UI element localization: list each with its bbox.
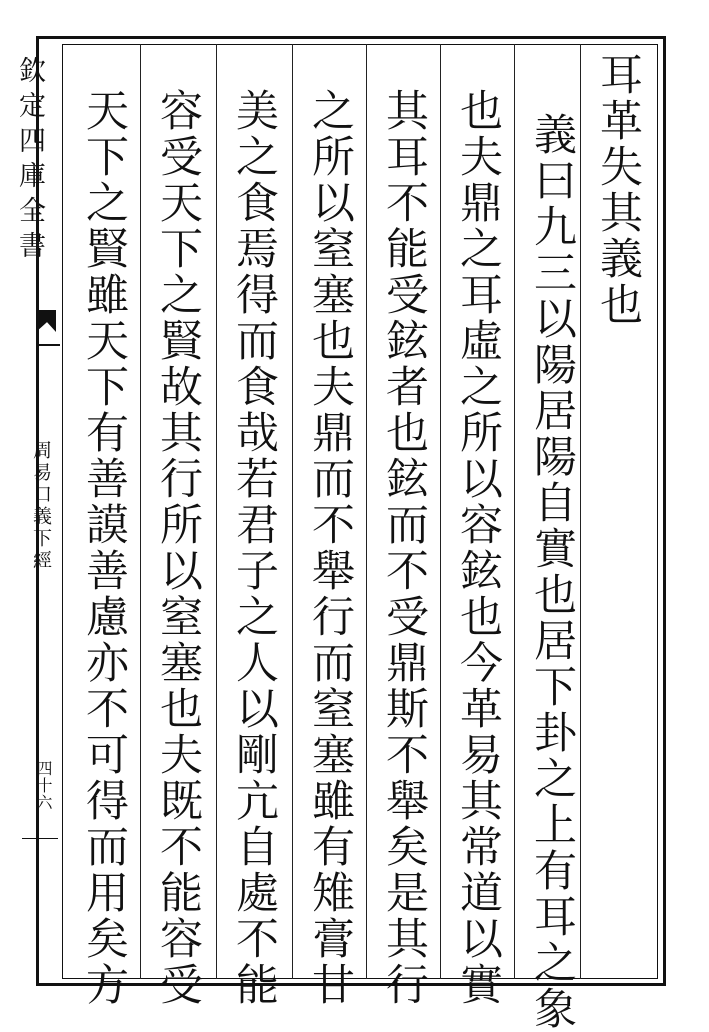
column-rule [140,44,141,979]
page-number: 四十六 [34,760,53,811]
text-column-heading: 耳革失其義也 [593,52,643,328]
column-rule [440,44,441,979]
chapter-title: 周易口義下經 [30,440,52,572]
text-column: 之所以窒塞也夫鼎而不舉行而窒塞雖有雉膏甘 [305,88,355,1008]
column-rule [216,44,217,979]
book-title: 欽定四庫全書 [14,56,45,266]
column-rule [514,44,515,979]
column-rule [292,44,293,979]
page-number-rule [22,838,58,839]
text-column: 義曰九三以陽居陽自實也居下卦之上有耳之象 [527,112,577,1032]
text-column: 也夫鼎之耳虛之所以容鉉也今革易其常道以實 [453,88,503,1008]
fishtail-rule [36,344,60,346]
text-column: 容受天下之賢故其行所以窒塞也夫既不能容受 [153,88,203,1008]
column-rule [366,44,367,979]
text-column: 美之食焉得而食哉若君子之人以剛亢自處不能 [229,88,279,1008]
text-column: 天下之賢雖天下有善謨善慮亦不可得而用矣方 [79,88,129,1008]
text-column: 其耳不能受鉉者也鉉而不受鼎斯不舉矣是其行 [379,88,429,1008]
